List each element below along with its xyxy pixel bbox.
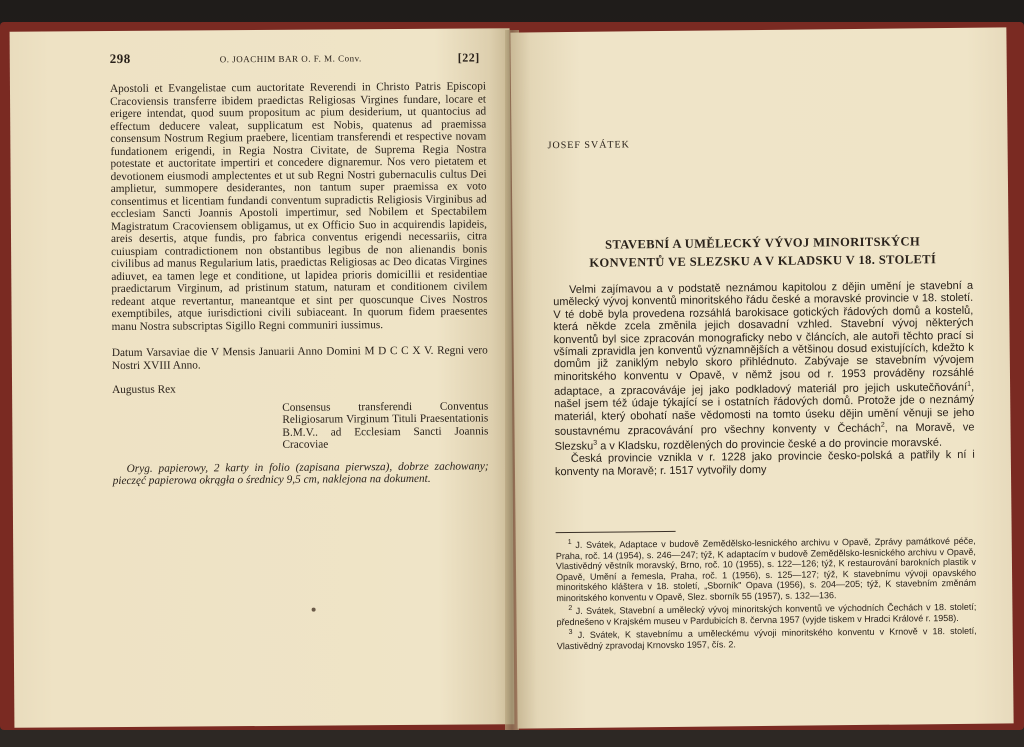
article-paragraph-1 bbox=[553, 280, 975, 454]
paragraph-1-part-c: , na Moravě, ve Slezsku bbox=[554, 421, 975, 454]
document-number: [22] bbox=[457, 50, 480, 65]
footnote-rule bbox=[556, 531, 676, 533]
title-line-2: KONVENTŮ VE SLEZSKU A V KLADSKU V 18. STOLETÍ bbox=[589, 252, 937, 270]
footnote-ref-2: 2 bbox=[880, 421, 885, 429]
dating-clause: Datum Varsaviae die V Mensis Januarii Anno Domini M D C C X V. Regni vero Nostri XVIII Anno. bbox=[111, 344, 488, 372]
footnote-text: J. Svátek, Stavební a umělecký vývoj minoritských konventů ve východních Čechách v 18. století; přednešeno v Krajském museu v Pardubicích 8. června 1957 (vyjde tiskem v Hradci Králové r. 1958). bbox=[556, 601, 977, 627]
latin-body-paragraph: Apostoli et Evangelistae cum auctoritate Reverendi in Christo Patris Episcopi Cracoviensis transferre ibidem praedictas Religiosas Virgines fundare, locare et erigere intendat, quod suum propositum ac pium desiderium, ut quantocius ad effectum deducere valeat, supplicatum est Nobis, quatenus ad praemissa consensum Nostrum Regium praebere, licentiam transferendi et respective novam fundationem erigendi, in Regia Nostra Civitate, de Suprema Regia Nostra potestate et auctoritate impertiri et concedere dignaremur. Nos vero pietatem et devotionem eiusmodi amplectentes et ut sub Regni Nostri gubernaculis cultus Dei amplietur, summopere desiderantes, non tantum super praemissa ex voto consentimus et licentiam fundandi conventum supradictis Religiosis Virginibus ad ecclesiam Sancti Joannis Apostoli impertimur, sed Nobilem et Spectabilem Magistratum Cracoviensem obligamus, ut ex Officio Suo in acquirendis lapideis, areis desertis, atque fundis, pro fabrica conventus erigendi necessariis, citra cuiuspiam contradictionem non obstantibus legibus de non alienandis bonis civilibus ad manus Regularium latis, praedictas Religiosas ac Deo dicatas Virgines adiuvet, ea tamen lege et conditione, ut lapidea prioris domicillii et residentiae praedictarum Virginum, ad pristinum statum, naturam et conditionem civilem redeant atque revertantur, maneantque et sint per quoscunque Cives Nostros exemptibiles, atque iurisdictioni civili subiaceant. In quorum fidem praesentes manu Nostra subscriptas Sigillo Regni communiri iussimus. bbox=[109, 80, 488, 333]
article-title bbox=[553, 232, 973, 272]
running-head: O. JOACHIM BAR O. F. M. Conv. bbox=[219, 53, 362, 65]
left-page bbox=[10, 28, 515, 727]
footnotes bbox=[556, 534, 977, 652]
footnote-number: 3 bbox=[568, 628, 573, 637]
footnote-ref-1: 1 bbox=[967, 381, 972, 389]
footnote-item bbox=[557, 624, 977, 651]
article-body bbox=[553, 280, 975, 478]
title-line-1: STAVEBNÍ A UMĚLECKÝ VÝVOJ MINORITSKÝCH bbox=[605, 234, 921, 252]
footnote-number: 2 bbox=[568, 604, 573, 613]
footnote-item bbox=[556, 600, 976, 627]
royal-signature: Augustus Rex bbox=[112, 383, 176, 397]
article-author: JOSEF SVÁTEK bbox=[547, 139, 630, 152]
footnote-text: J. Svátek, Adaptace v budově Zemědělsko-lesnického archivu v Opavě, Zprávy památkové péče, Praha, roč. 14 (1954), s. 246—247; týž, K adaptacím v budově Zemědělsko-lesnického archivu v Opavě, Vlastivědný věstník moravský, Brno, roč. 10 (1955), s. 122—126; týž, K restaurování barokních plastik v Opavě, Umění a řemesla, Praha, roč. 1 (1956), s. 125—127; týž, K stavebnímu vývoji opavského minoritského kláštera v 18. století, „Sborník" Opava (1956), s. 204—205; týž, K stavebním změnám minoritského konventu v Opavě, Slez. sborník 55 (1957), s. 132—136. bbox=[555, 535, 977, 603]
footnote-text: J. Svátek, K stavebnímu a uměleckému vývoji minoritského konventu v Krnově v 18. století, Vlastivědný zpravodaj Krnovsko 1957, čís. 2. bbox=[556, 625, 977, 651]
ink-speck bbox=[312, 608, 316, 612]
footnote-number: 1 bbox=[567, 539, 572, 547]
consensus-note: Consensus transferendi Conventus Religiosarum Virginum Tituli Praesentationis B.M.V.. ad Ecclesiam Sancti Joannis Cracoviae bbox=[282, 399, 489, 451]
left-page-header bbox=[110, 48, 480, 71]
page-number: 298 bbox=[109, 50, 131, 67]
right-page bbox=[510, 27, 1013, 728]
paragraph-1-part-a: Velmi zajímavou a v podstatě neznámou kapitolou z dějin umění je stavební a umělecký vývoj konventů minoritského řádu české a moravské provincie v 18. století. V té době byla provedena rozsáhlá barokisace gotických řádových domů a kostelů, která někde zcela změnila jejich dosavadní vzhled. Stavební vývoj některých konventů byl sice zpracován monograficky nebo v článcích, ale autoři těchto prací si všímali zpravidla jen konventů významnějších a většinou dosud existujících, kdežto k domům již zaniklým nebylo skoro přihlédnuto. Zabývaje se stavebním vývojem minoritského konventu v Opavě, v němž jsou od r. 1953 prováděny rozsáhlé adaptace, a zpracováváje jej jako podkladový materiál pro jejich uskutečňování bbox=[553, 279, 975, 399]
footnote-item bbox=[556, 534, 977, 603]
latin-document-text bbox=[110, 80, 489, 487]
archival-note: Oryg. papierowy, 2 karty in folio (zapisana pierwsza), dobrze zachowany; pieczęć papierowa okrągła o średnicy 9,5 cm, naklejona na dokument. bbox=[112, 459, 489, 488]
paragraph-1-part-b: , našel jsem též údaje týkající se i ostatních řádových domů. Protože jde o neznámý materiál, který obohatí naše vědomosti na tomto úseku dějin umění věnuji se jeho soustavnému zpracovávání pro všechny konventy v Čechách bbox=[554, 381, 975, 438]
footnote-ref-3: 3 bbox=[593, 439, 598, 447]
article-paragraph-2: Česká provincie vznikla v r. 1228 jako provincie česko-polská a patřily k ní i konventy na Moravě; r. 1517 vytvořily domy bbox=[554, 449, 975, 478]
paragraph-1-part-d: a v Kladsku, rozdělených do provincie české a do provincie moravské. bbox=[597, 436, 943, 453]
